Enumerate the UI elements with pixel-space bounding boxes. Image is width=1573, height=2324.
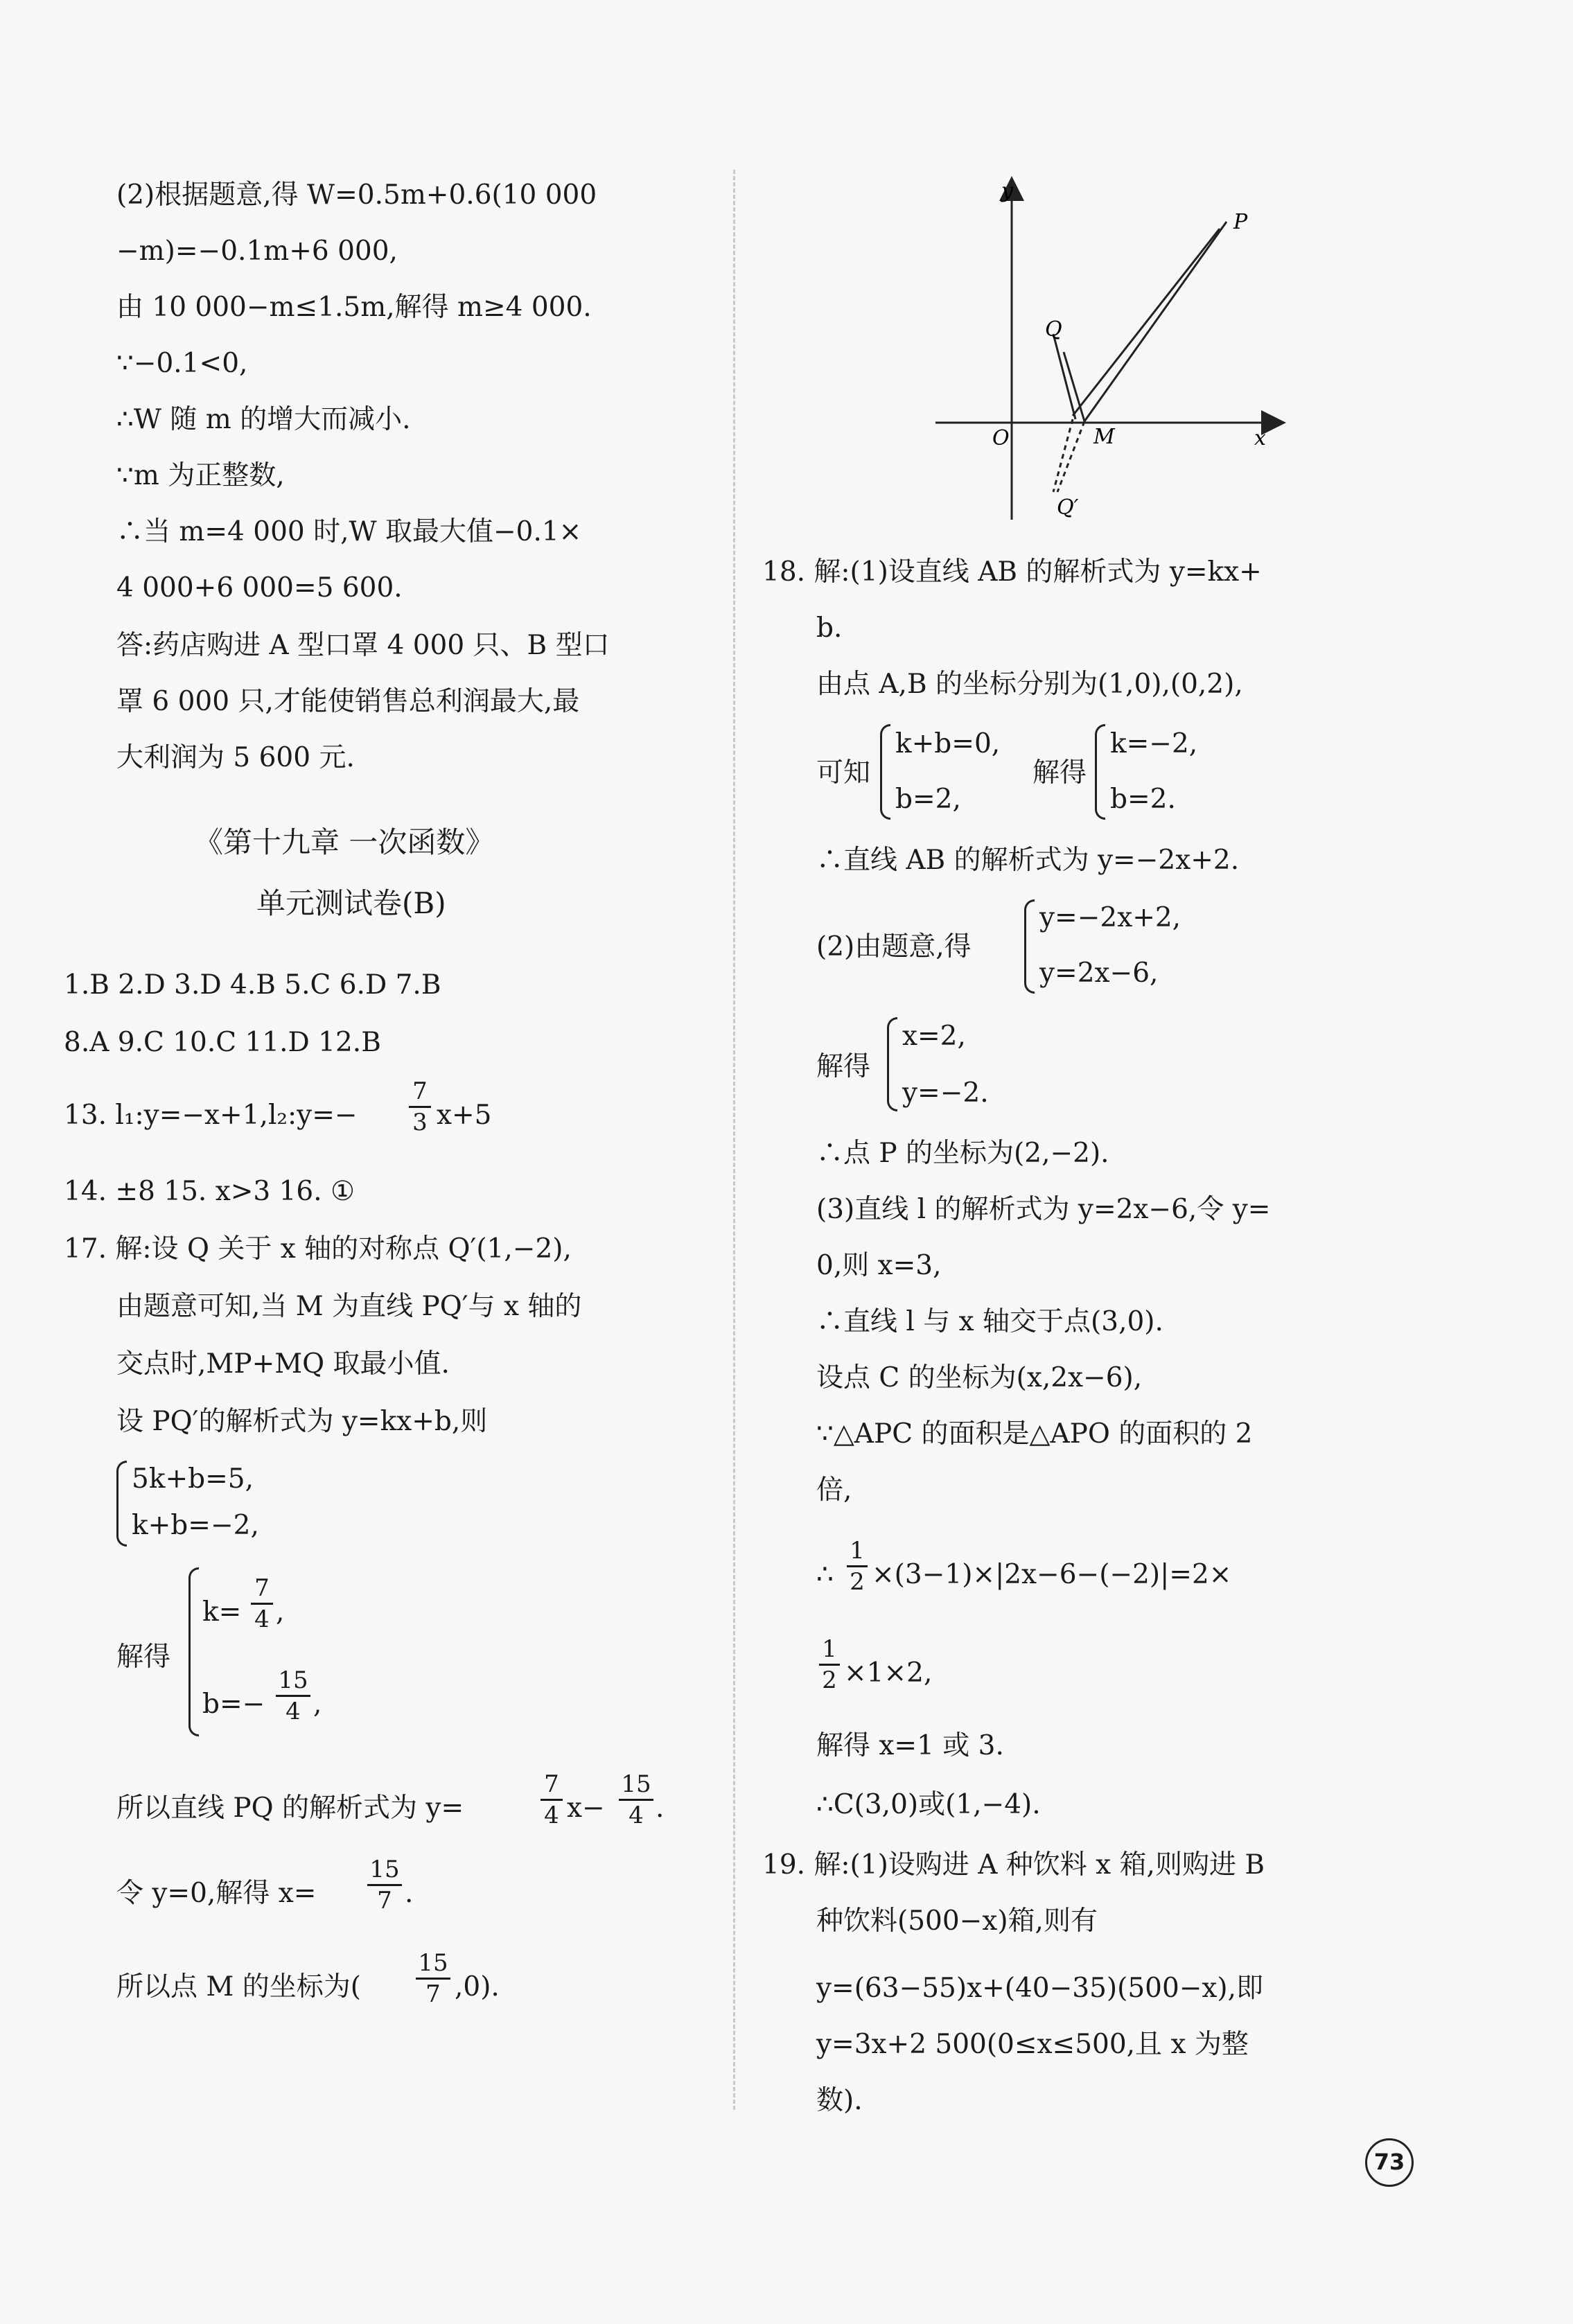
origin-label: O — [992, 426, 1010, 450]
equation: b=− — [202, 1689, 265, 1720]
text-line: (3)直线 l 的解析式为 y=2x−6,令 y= — [816, 1194, 1271, 1225]
text-line: 可知 — [816, 757, 871, 789]
text-line: 由 10 000−m≤1.5m,解得 m≥4 000. — [116, 292, 592, 323]
segment-mp — [1073, 229, 1220, 416]
text-line: 设 PQ′的解析式为 y=kx+b,则 — [116, 1406, 488, 1437]
dashed-segment — [1053, 419, 1073, 492]
text-line: y=3x+2 500(0≤x≤500,且 x 为整 — [816, 2029, 1249, 2060]
text-line: 17. 解:设 Q 关于 x 轴的对称点 Q′(1,−2), — [64, 1233, 572, 1265]
equation: y=−2x+2, — [1039, 902, 1181, 933]
text-line: 解得 — [816, 1051, 871, 1082]
text-line: 由点 A,B 的坐标分别为(1,0),(0,2), — [816, 669, 1243, 700]
text-line: 大利润为 5 600 元. — [116, 742, 355, 773]
text-line: 4 000+6 000=5 600. — [116, 572, 403, 604]
text-line: x+5 — [437, 1100, 492, 1131]
text-line: 倍, — [816, 1474, 852, 1506]
text-line: . — [405, 1878, 414, 1909]
text-line: (2)由题意,得 — [816, 931, 972, 962]
equation: k+b=0, — [895, 728, 1001, 759]
column-divider — [733, 170, 735, 2110]
text-line: 解得 — [1032, 757, 1087, 789]
chapter-title: 《第十九章 一次函数》 — [194, 825, 495, 859]
text-line: , — [313, 1689, 322, 1720]
text-line: 答:药店购进 A 型口罩 4 000 只、B 型口 — [116, 630, 610, 661]
text-line: ∵−0.1<0, — [116, 348, 248, 379]
text-line: 设点 C 的坐标为(x,2x−6), — [816, 1362, 1143, 1393]
point-q-label: Q — [1045, 317, 1062, 342]
text-line: 所以直线 PQ 的解析式为 y= — [116, 1793, 464, 1824]
text-line: ∴C(3,0)或(1,−4). — [816, 1789, 1041, 1820]
text-line: 数). — [816, 2085, 863, 2116]
text-line: , — [276, 1596, 285, 1628]
test-title: 单元测试卷(B) — [256, 886, 446, 920]
text-line: ∴直线 l 与 x 轴交于点(3,0). — [816, 1306, 1163, 1337]
fraction: 15 4 — [276, 1669, 310, 1723]
fraction: 15 7 — [416, 1951, 450, 2006]
text-line: . — [656, 1793, 665, 1824]
text-line: y=(63−55)x+(40−35)(500−x),即 — [816, 1973, 1264, 2004]
text-line: 由题意可知,当 M 为直线 PQ′与 x 轴的 — [116, 1291, 582, 1322]
text-line: 解得 — [116, 1641, 171, 1673]
point-m-label: M — [1093, 425, 1115, 449]
brace — [1024, 899, 1035, 994]
text-line: x− — [567, 1793, 605, 1824]
text-line: 14. ±8 15. x>3 16. ① — [64, 1176, 355, 1207]
text-line: ∴直线 AB 的解析式为 y=−2x+2. — [816, 845, 1240, 876]
brace — [116, 1461, 127, 1547]
text-line: 种饮料(500−x)箱,则有 — [816, 1905, 1098, 1937]
fraction: 7 3 — [409, 1080, 431, 1134]
equation: y=2x−6, — [1039, 958, 1159, 989]
fraction: 1 2 — [847, 1539, 868, 1594]
text-line: ∴ — [816, 1559, 834, 1590]
equation: b=2, — [895, 784, 961, 815]
brace — [887, 1017, 897, 1111]
dashed-segment — [1057, 421, 1084, 492]
text-line: ∴当 m=4 000 时,W 取最大值−0.1× — [116, 516, 582, 547]
text-line: 交点时,MP+MQ 取最小值. — [116, 1348, 450, 1380]
equation: y=−2. — [902, 1077, 989, 1109]
fraction: 1 2 — [819, 1637, 840, 1692]
text-line: ×1×2, — [844, 1657, 933, 1689]
y-axis-label: y — [1001, 179, 1013, 203]
text-line: 18. 解:(1)设直线 AB 的解析式为 y=kx+ — [762, 556, 1262, 588]
text-line: ∴W 随 m 的增大而减小. — [116, 404, 411, 435]
equation: x=2, — [902, 1021, 966, 1052]
equation: k=−2, — [1110, 728, 1198, 759]
text-line: −m)=−0.1m+6 000, — [116, 236, 398, 267]
point-p-label: P — [1233, 210, 1248, 234]
equation: k= — [202, 1596, 242, 1628]
text-line: (2)根据题意,得 W=0.5m+0.6(10 000 — [116, 179, 597, 211]
equation: b=2. — [1110, 784, 1176, 815]
fraction: 15 4 — [619, 1772, 653, 1827]
text-line: 19. 解:(1)设购进 A 种饮料 x 箱,则购进 B — [762, 1849, 1265, 1881]
fraction: 7 4 — [541, 1772, 563, 1827]
x-axis-label: x — [1254, 426, 1266, 450]
coordinate-figure — [922, 166, 1310, 527]
text-line: 1.B 2.D 3.D 4.B 5.C 6.D 7.B — [64, 969, 441, 1001]
point-q-prime-label: Q′ — [1057, 495, 1079, 520]
text-line: 8.A 9.C 10.C 11.D 12.B — [64, 1027, 381, 1058]
equation: 5k+b=5, — [132, 1463, 254, 1495]
text-line: ∵m 为正整数, — [116, 460, 285, 491]
text-line: 令 y=0,解得 x= — [116, 1878, 317, 1909]
segment-mp-edge — [1084, 222, 1227, 421]
fraction: 15 7 — [367, 1858, 402, 1912]
brace — [188, 1567, 199, 1736]
page-number: 73 — [1365, 2138, 1414, 2187]
text-line: ∵△APC 的面积是△APO 的面积的 2 — [816, 1418, 1253, 1450]
text-line: 所以点 M 的坐标为( — [116, 1971, 361, 2002]
text-line: b. — [816, 613, 843, 644]
fraction: 7 4 — [251, 1576, 273, 1631]
text-line: ,0). — [455, 1971, 500, 2002]
brace — [1095, 724, 1105, 820]
brace — [880, 724, 890, 820]
text-line: 罩 6 000 只,才能使销售总利润最大,最 — [116, 686, 580, 717]
text-line: ×(3−1)×|2x−6−(−2)|=2× — [872, 1559, 1232, 1590]
text-line: 解得 x=1 或 3. — [816, 1730, 1004, 1761]
equation: k+b=−2, — [132, 1510, 259, 1541]
text-line: 0,则 x=3, — [816, 1250, 942, 1281]
text-line: ∴点 P 的坐标为(2,−2). — [816, 1138, 1109, 1169]
text-line: 13. l₁:y=−x+1,l₂:y=− — [64, 1100, 358, 1131]
